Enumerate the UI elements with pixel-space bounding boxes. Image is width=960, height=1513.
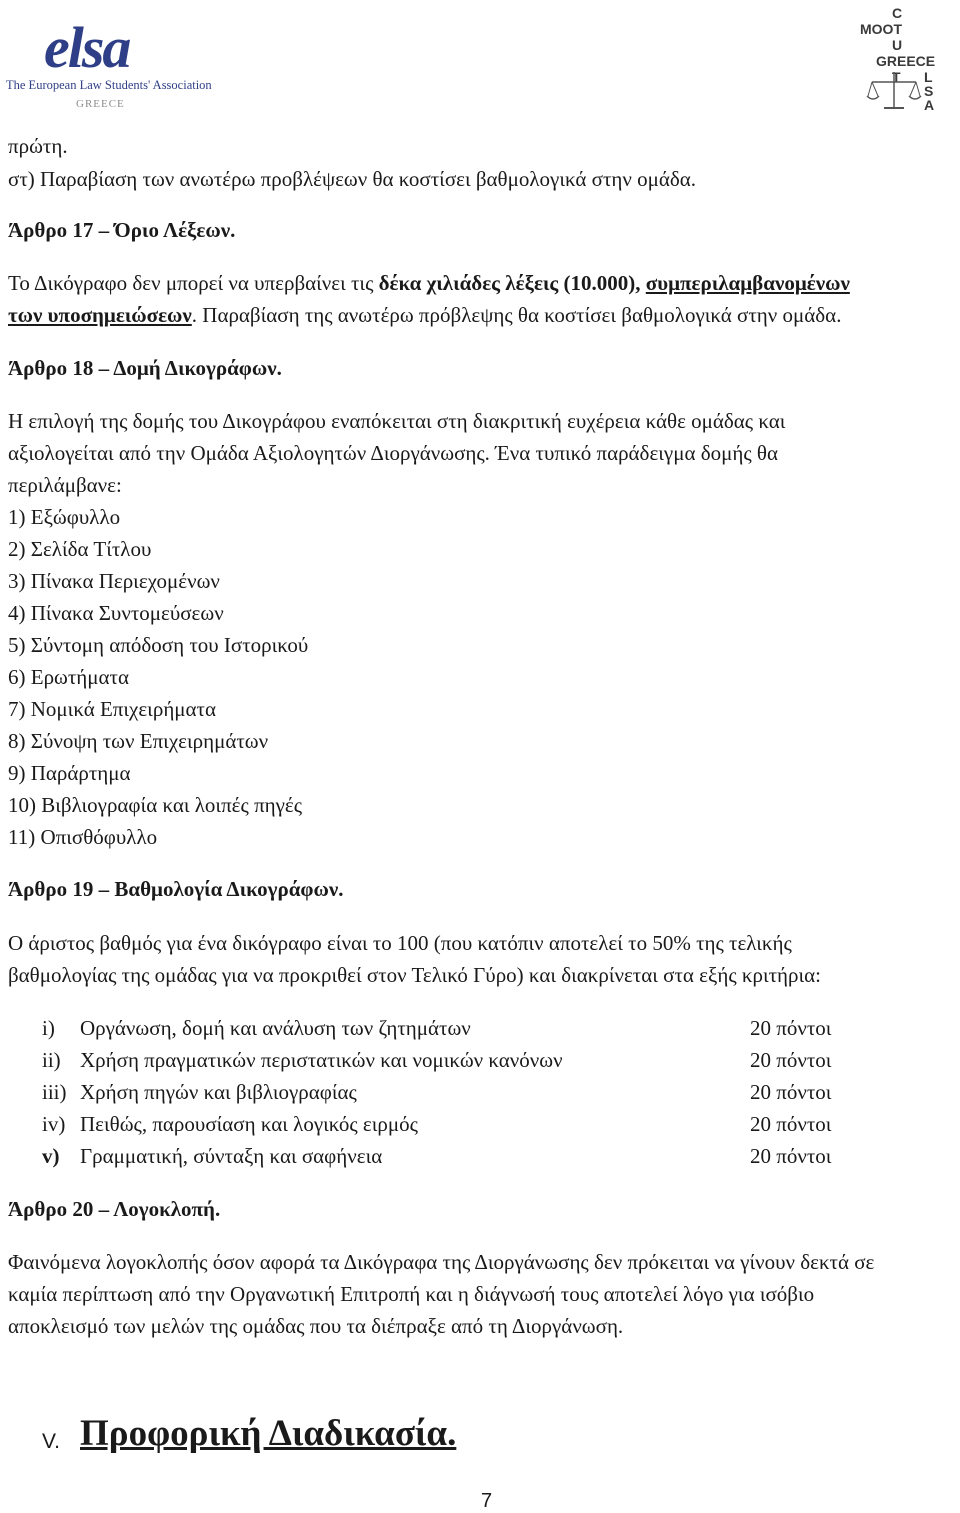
article-17-line-1 <box>8 267 850 299</box>
elsa-subtitle: The European Law Students' Association <box>6 78 212 92</box>
criteria-points: 20 πόντοι <box>750 1144 832 1168</box>
elsa-country: GREECE <box>76 98 125 110</box>
list-item: 10) Βιβλιογραφία και λοιπές πηγές <box>8 793 303 817</box>
page-number: 7 <box>481 1490 493 1512</box>
text-line: αποκλεισμό των μελών της ομάδας που τα διέπραξε από τη Διοργάνωση. <box>8 1314 624 1338</box>
list-item: 11) Οπισθόφυλλο <box>8 825 158 849</box>
article-19-heading: Άρθρο 19 – Βαθμολογία Δικογράφων. <box>8 877 344 901</box>
criteria-label: Οργάνωση, δομή και ανάλυση των ζητημάτων <box>80 1016 471 1040</box>
section-title: Προφορική Διαδικασία. <box>80 1413 457 1454</box>
moot-letter: S <box>924 83 934 99</box>
text-line: Ο άριστος βαθμός για ένα δικόγραφο είναι το 100 (που κατόπιν αποτελεί το 50% της τελικής <box>8 931 792 955</box>
moot-court-logo <box>856 4 940 112</box>
criteria-number: i) <box>42 1016 55 1040</box>
criteria-row <box>0 1076 960 1108</box>
criteria-points: 20 πόντοι <box>750 1080 832 1104</box>
criteria-number: iv) <box>42 1112 66 1136</box>
criteria-points: 20 πόντοι <box>750 1112 832 1136</box>
list-item: 9) Παράρτημα <box>8 761 131 785</box>
criteria-label: Χρήση πραγματικών περιστατικών και νομικών κανόνων <box>80 1048 563 1072</box>
criteria-label: Γραμματική, σύνταξη και σαφήνεια <box>80 1144 383 1168</box>
section-numeral: V. <box>42 1430 60 1453</box>
article-17-line-2 <box>8 299 841 331</box>
text-line: περιλάμβανε: <box>8 473 122 497</box>
criteria-points: 20 πόντοι <box>750 1016 832 1040</box>
moot-letter: A <box>924 97 935 113</box>
text-line: βαθμολογίας της ομάδας για να προκριθεί στον Τελικό Γύρο) και διακρίνεται στα εξής κριτήρια: <box>8 963 821 987</box>
criteria-row <box>0 1044 960 1076</box>
text-line: Φαινόμενα λογοκλοπής όσον αφορά τα Δικόγραφα της Διοργάνωσης δεν πρόκειται να γίνουν δεκτά σε <box>8 1250 875 1274</box>
scales-icon <box>866 70 922 112</box>
article-17-heading: Άρθρο 17 – Όριο Λέξεων. <box>8 218 236 242</box>
moot-letter: C <box>892 5 903 21</box>
text-line: Η επιλογή της δομής του Δικογράφου εναπόκειται στη διακριτική ευχέρεια κάθε ομάδας και <box>8 409 786 433</box>
list-item: 2) Σελίδα Τίτλου <box>8 537 152 561</box>
criteria-row <box>0 1012 960 1044</box>
list-item: 7) Νομικά Επιχειρήματα <box>8 697 217 721</box>
text-span: . Παραβίαση της ανωτέρω πρόβλεψης θα κοστίσει βαθμολογικά στην ομάδα. <box>191 303 842 327</box>
criteria-label: Χρήση πηγών και βιβλιογραφίας <box>80 1080 357 1104</box>
text-span: Το Δικόγραφο δεν μπορεί να υπερβαίνει τις <box>8 271 379 295</box>
criteria-label: Πειθώς, παρουσίαση και λογικός ειρμός <box>80 1112 418 1136</box>
moot-letter: L <box>924 69 933 85</box>
moot-letter: MOOT <box>860 21 902 37</box>
criteria-row <box>0 1108 960 1140</box>
criteria-number: iii) <box>42 1080 67 1104</box>
list-item: 6) Ερωτήματα <box>8 665 129 689</box>
list-item: 1) Εξώφυλλο <box>8 505 121 529</box>
list-item: 8) Σύνοψη των Επιχειρημάτων <box>8 729 269 753</box>
criteria-number: v) <box>42 1144 60 1168</box>
moot-letter: GREECE <box>876 53 936 69</box>
criteria-number: ii) <box>42 1048 61 1072</box>
list-item: 3) Πίνακα Περιεχομένων <box>8 569 220 593</box>
criteria-row <box>0 1140 960 1172</box>
text-line: στ) Παραβίαση των ανωτέρω προβλέψεων θα κοστίσει βαθμολογικά στην ομάδα. <box>8 167 697 191</box>
moot-letter: U <box>892 37 903 53</box>
text-line: αξιολογείται από την Ομάδα Αξιολογητών Διοργάνωσης. Ένα τυπικό παράδειγμα δομής θα <box>8 441 778 465</box>
footnotes-emphasis: των υποσημειώσεων <box>8 303 192 327</box>
list-item: 4) Πίνακα Συντομεύσεων <box>8 601 224 625</box>
moot-letter: T <box>892 69 901 85</box>
article-18-heading: Άρθρο 18 – Δομή Δικογράφων. <box>8 356 282 380</box>
elsa-wordmark: elsa <box>44 15 130 80</box>
elsa-logo <box>6 14 212 114</box>
text-line: καμία περίπτωση από την Οργανωτική Επιτροπή και η διάγνωσή τους αποτελεί λόγο για ισόβιο <box>8 1282 815 1306</box>
article-20-heading: Άρθρο 20 – Λογοκλοπή. <box>8 1197 221 1221</box>
list-item: 5) Σύντομη απόδοση του Ιστορικού <box>8 633 309 657</box>
criteria-points: 20 πόντοι <box>750 1048 832 1072</box>
word-limit-emphasis: δέκα χιλιάδες λέξεις (10.000), <box>378 271 646 295</box>
footnotes-emphasis: συμπεριλαμβανομένων <box>645 271 850 295</box>
text-line: πρώτη. <box>8 134 68 158</box>
